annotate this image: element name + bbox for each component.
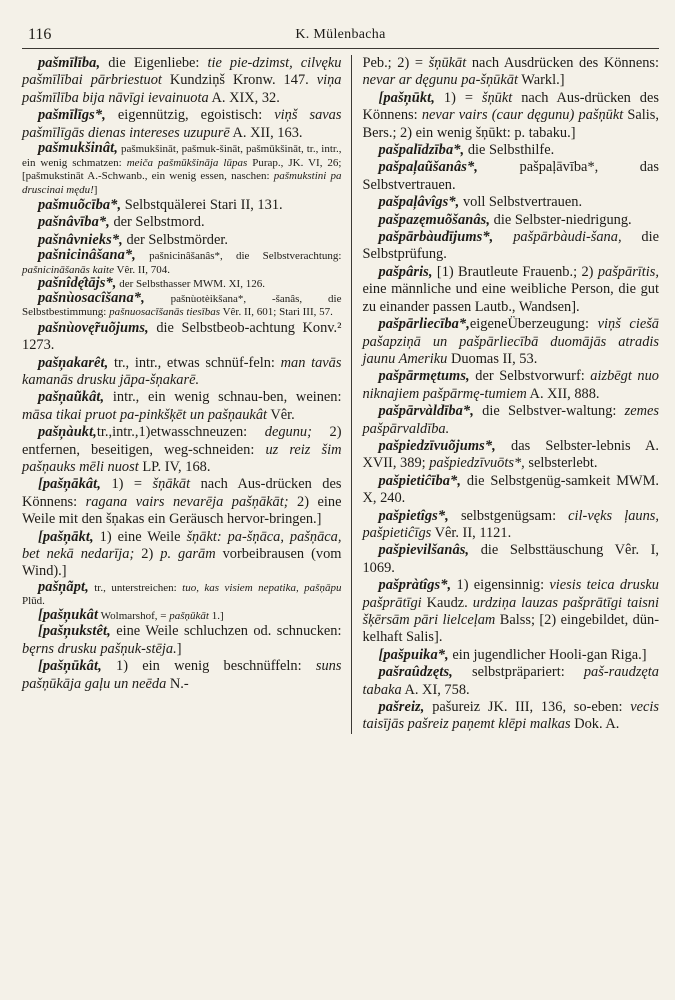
entry-text: das Selbster-lebnis A. XVII, 389; [362, 437, 659, 472]
entry-headword: pašnîdę̂tājs*, [38, 275, 117, 292]
entry-text: A. XII, 888. [526, 385, 600, 402]
entry-example: cil-vęks ļauns, pašpietiĉīgs [362, 507, 659, 541]
entry-headword: pašnùovę̃ruõjums, [38, 319, 149, 336]
entry-headword: [pašņūkât, [38, 658, 102, 675]
entry-text: die Selbster-niedrigung. [490, 211, 632, 228]
dictionary-entry [22, 142, 341, 197]
dictionary-entry [362, 90, 659, 142]
entry-headword: pašpietîgs*, [378, 507, 449, 524]
entry-text [493, 229, 513, 245]
entry-text: eine männliche und eine weibliche Person, die gut zu einander passen Lautb., Wandsen]. [362, 281, 659, 315]
entry-headword: pašnâvnieks*, [38, 231, 123, 248]
entry-example: ragana vairs nevarēja pašņākāt; [85, 493, 289, 510]
entry-text: 2) eine Weile mit den šņakas ein Geräusch hervor-bringen.] [22, 493, 342, 528]
dictionary-entry [22, 214, 341, 231]
entry-text: Balss; [2) eingebildet, dün-kelhaft Salis]. [362, 612, 659, 646]
entry-example: tie pie-dzimst, cilvęku pašmīlībai pārbriestuot [22, 55, 342, 89]
entry-text: der Selbstmörder. [122, 231, 228, 248]
entry-example: viņa pašmīlība bija nāvīgi ievainuota [22, 72, 342, 106]
dictionary-entry [362, 699, 659, 734]
entry-headword: pašpiedzīvuõjums*, [378, 437, 496, 454]
dictionary-entry [22, 197, 341, 214]
entry-text: Plūd. [22, 595, 45, 608]
entry-text: Kaudz. [421, 594, 473, 611]
entry-example: tuo, kas visiem nepatika, pašņāpu [182, 581, 342, 594]
entry-example: pašpārbàudi-šana, [513, 229, 622, 246]
entry-example: viņš savas pašmīlīgās dienas intereses uzupurē [22, 107, 342, 141]
entry-text: A. XII, 163. [229, 124, 303, 141]
entry-headword: pašpievilšanâs, [378, 542, 470, 559]
entry-example: nevar ar dęgunu pa-šņūkāt [362, 72, 518, 89]
entry-example: uz reiz šim pašņauks mēli nuost [22, 441, 342, 475]
entry-headword: pašpaļaũšanâs*, [378, 159, 478, 176]
entry-text: A. XIX, 32. [208, 89, 280, 106]
entry-text: nach Aus-drücken des Könnens: [22, 476, 342, 510]
entry-text: die Selbstprüfung. [362, 229, 659, 263]
entry-text: selbstgenügsam: [448, 507, 569, 524]
entry-text: der Selbstvorwurf: [469, 368, 591, 385]
entry-headword: pašņãpt, [38, 578, 89, 595]
entry-text: pašnùotèikšana*, -šanâs, die Selbstbestimmung: [22, 292, 342, 319]
entry-headword: pašmuõcība*, [38, 197, 122, 214]
entry-text: [1) Brautleute Frauenb.; 2) [432, 263, 598, 280]
entry-headword: pašpalīdzība*, [378, 142, 465, 159]
entry-headword: [pašņukstêt, [38, 623, 111, 640]
dictionary-entry [362, 577, 659, 647]
columns [22, 55, 659, 734]
entry-text: Vêr. [267, 406, 295, 423]
entry-example: pašmukstini pa druscinai mędu! [22, 170, 342, 196]
entry-text: 1) = [100, 476, 153, 493]
entry-text: die Selbsthilfe. [464, 142, 555, 159]
entry-text: pašureiz JK. III, 136, so-eben: [424, 699, 631, 716]
entry-text: Wolmarshof, = [98, 609, 170, 622]
dictionary-entry [362, 403, 659, 438]
dictionary-entry [362, 316, 659, 368]
dictionary-entry [22, 289, 342, 320]
entry-example: p. garām [160, 546, 216, 563]
dictionary-entry [362, 508, 659, 543]
entry-text: die Selbsttäuschung Vêr. I, 1069. [362, 542, 659, 576]
entry-text: Vêr. II, 1121. [431, 524, 512, 541]
entry-text: eigeneÜberzeugung: [469, 316, 598, 333]
dictionary-entry [22, 529, 341, 581]
entry-headword: pašņàukt, [38, 424, 97, 441]
entry-text: die Eigenliebe: [100, 55, 208, 71]
dictionary-entry [362, 264, 659, 316]
dictionary-entry [22, 658, 341, 693]
left-column [22, 55, 351, 734]
entry-headword: pašpaļâvîgs*, [378, 194, 460, 211]
entry-text: intr., ein wenig schnau-ben, weinen: [104, 389, 342, 406]
entry-text: 2) entfernen, beseitigen, weg-schneiden: [22, 424, 342, 458]
running-head: K. Mülenbacha [295, 27, 386, 42]
entry-text: 1) = [434, 89, 482, 106]
entry-example: degunu; [264, 424, 312, 441]
entry-text: Vêr. II, 704. [113, 263, 170, 276]
entry-headword: pašmīlība, [38, 55, 101, 71]
entry-text: pašmukšināt, pašmuk-šināt, pašmūkšināt, tr., intr., ein wenig schmatzen: [22, 143, 342, 169]
page-number: 116 [28, 26, 52, 43]
entry-text: ] [93, 183, 98, 196]
dictionary-entry [362, 212, 659, 229]
entry-text: Kundziņš Kronw. 147. [161, 72, 317, 89]
dictionary-entry [22, 623, 341, 658]
dictionary-entry [362, 473, 659, 508]
entry-text: nach Aus-drücken des Könnens: [362, 89, 659, 124]
entry-text: Peb.; 2) = [362, 55, 429, 71]
entry-example: vecis taisījās pašreiz paņemt klēpi malkas [362, 699, 659, 733]
dictionary-entry [362, 664, 659, 699]
entry-example: meiča pašmūkšināja lūpas [126, 156, 248, 169]
entry-example: zemes pašpārvaldība. [362, 403, 659, 437]
entry-headword: pašpazęmuõšanâs, [378, 211, 491, 228]
entry-example: viesis teica drusku pašprātīgi [362, 577, 660, 611]
entry-text: die Selbstgenüg-samkeit MWM. X, 240. [362, 472, 659, 507]
entry-headword: [pašņūkt, [378, 89, 435, 106]
entry-headword: pašpārbàudījums*, [378, 229, 494, 246]
dictionary-entry [362, 142, 659, 159]
entry-example: māsa tikai pruot pa-pinkšķēt un pašņaukât [22, 406, 268, 423]
dictionary-entry [362, 438, 659, 473]
entry-text: eigennützig, egoistisch: [105, 107, 275, 124]
entry-example: pašnicināšanās kaite [22, 263, 114, 276]
entry-example: man tavās kamanās drusku jāpa-šņakarē. [22, 354, 342, 388]
entry-text: ein jugendlicher Hooli-gan Riga.] [448, 646, 647, 663]
entry-text: 2) [134, 546, 161, 563]
entry-headword: pašpārliecība*, [378, 316, 470, 333]
entry-text: tr.,intr.,1)etwasschneuzen: [96, 424, 265, 441]
entry-headword: pašnâvība*, [38, 214, 110, 231]
entry-text: Warkl.] [517, 72, 565, 89]
entry-text: der Selbsthasser MWM. XI, 126. [116, 278, 265, 291]
entry-text: 1) eigensinnig: [451, 577, 550, 594]
entry-text: eine Weile schluchzen od. schnucken: [110, 623, 342, 640]
entry-text: tr., intr., etwas schnüf-feln: [108, 354, 281, 371]
dictionary-entry [22, 578, 342, 609]
entry-headword: [pašpuika*, [378, 646, 449, 663]
entry-headword: [pašņākt, [38, 528, 94, 545]
entry-text: tr., unterstreichen: [88, 581, 183, 594]
entry-text: Dok. A. [570, 716, 620, 733]
dictionary-entry [22, 424, 341, 476]
entry-headword: pašreiz, [378, 699, 425, 716]
entry-headword: pašņakarêt, [38, 354, 109, 371]
entry-headword: pašpietiĉība*, [378, 472, 462, 489]
dictionary-entry [22, 249, 341, 277]
entry-example: pašpārītis, [597, 263, 659, 280]
entry-example: urdziņa lauzas pašprātīgi taisni šķērsām pāri lielceļam [362, 594, 659, 628]
dictionary-entry [22, 320, 341, 355]
entry-headword: pašnùosacîšana*, [38, 289, 145, 306]
entry-example: šņūkt [481, 89, 513, 106]
entry-text: Purap., JK. VI, 26; [pašmukstināt A.-Schwanb., ein wenig essen, naschen: [22, 156, 342, 183]
entry-headword: pašnicinâšana*, [38, 247, 136, 264]
entry-headword: pašmukšinât, [38, 140, 118, 157]
entry-text: der Selbstmord. [109, 214, 205, 231]
entry-headword: pašpâris, [378, 263, 433, 280]
dictionary-entry [362, 229, 659, 264]
entry-text: 1) ein wenig beschnüffeln: [101, 658, 316, 675]
entry-text: pašpaļāvība*, das Selbstvertrauen. [362, 159, 659, 193]
entry-example: šņākt: pa-šņāca, pašņāca, bet nekā nedarīja; [22, 528, 342, 563]
dictionary-entry [362, 159, 659, 194]
entry-example: aizbēgt nuo niknajiem pašpārmę-tumiem [362, 368, 659, 402]
entry-headword: pašpārmętums, [378, 368, 470, 385]
dictionary-entry [362, 194, 659, 211]
entry-text: LP. IV, 168. [138, 459, 211, 475]
entry-text: die Selbstbeob-achtung Konv.² 1273. [22, 319, 342, 354]
entry-headword: pašpràtîgs*, [378, 577, 452, 594]
entry-text: selbsterlebt. [524, 455, 598, 472]
entry-text: vorbeibrausen (vom Wind).] [22, 546, 342, 580]
entry-example: paš-raudzęta tabaka [362, 664, 659, 698]
entry-example: suns pašņūkāja gaļu un neēda [22, 658, 342, 692]
entry-text: pašnicinâšanâs*, die Selbstverachtung: [135, 250, 342, 263]
entry-text: ] [176, 640, 182, 657]
entry-example: šņākāt [152, 476, 191, 493]
entry-headword: pašņaũkât, [38, 389, 105, 406]
dictionary-entry [362, 647, 659, 664]
dictionary-entry [22, 476, 341, 528]
dictionary-entry [22, 389, 341, 424]
entry-headword: pašmīlīgs*, [38, 107, 106, 124]
entry-headword: [pašņukât [38, 606, 99, 623]
entry-example: šņūkāt [428, 55, 467, 71]
entry-example: pašpiedzīvuōts*, [429, 455, 525, 472]
entry-text: Selbstquälerei Stari II, 131. [121, 197, 283, 214]
entry-text: voll Selbstvertrauen. [459, 194, 583, 211]
entry-text: die Selbstver-waltung: [473, 403, 625, 420]
entry-headword: pašpārvàldība*, [378, 403, 474, 420]
entry-text: Salis, Bers.; 2) ein wenig šņūkt: p. tabaku.] [362, 107, 660, 141]
entry-text: selbstpräpariert: [452, 664, 584, 681]
entry-example: bęrns drusku pašņuk-stēja. [22, 640, 177, 657]
dictionary-entry [22, 55, 341, 107]
dictionary-entry [22, 107, 341, 142]
dictionary-entry [22, 606, 341, 624]
entry-text: 1) eine Weile [93, 528, 187, 545]
entry-text: Vêr. II, 601; Stari III, 57. [220, 306, 333, 319]
dictionary-entry [362, 368, 659, 403]
dictionary-entry [362, 542, 659, 577]
entry-text: nach Ausdrücken des Könnens: [466, 55, 659, 71]
dictionary-entry [362, 55, 659, 90]
entry-text: Duomas II, 53. [447, 350, 538, 367]
entry-headword: pašraûdzęts, [378, 664, 453, 681]
entry-example: pašņūkāt [169, 609, 209, 622]
right-column [352, 55, 659, 734]
entry-text: 1.] [208, 609, 224, 622]
entry-example: pašnuosacīšanās tiesības [109, 306, 221, 319]
page-header [22, 24, 659, 49]
dictionary-entry [22, 355, 341, 390]
entry-text: N.- [166, 675, 189, 692]
entry-headword: [pašņākât, [38, 476, 101, 493]
entry-text: A. XI, 758. [401, 681, 470, 698]
entry-example: viņš ciešā pašapziņā un pašpārliecībā duomājās atradis jaunu Ameriku [362, 316, 659, 367]
entry-example: nevar vairs (caur dęgunu) pašņūkt [421, 107, 624, 124]
